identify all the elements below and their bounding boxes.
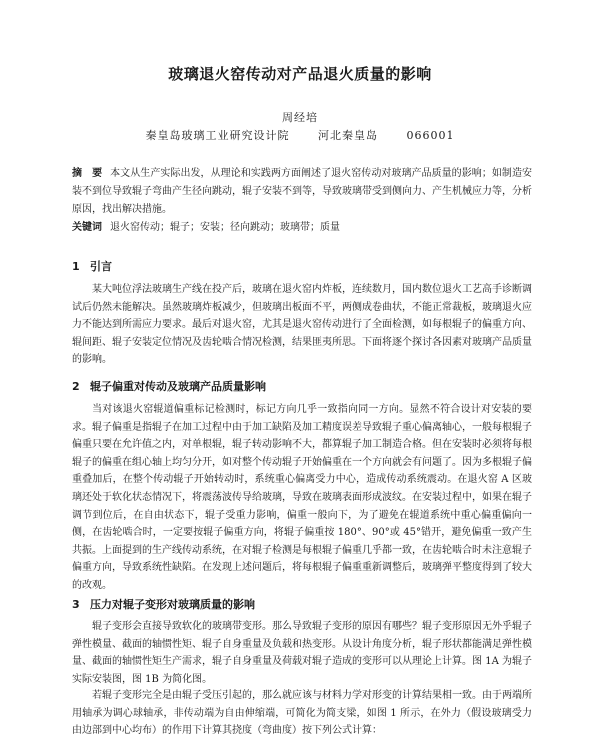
affiliation: 秦皇岛玻璃工业研究设计院: [145, 129, 290, 142]
section-title: 辊子偏重对传动及玻璃产品质量影响: [90, 380, 266, 393]
section-heading: [72, 596, 255, 612]
section-title: 引言: [90, 260, 112, 273]
keywords: [72, 219, 532, 237]
section-number: 1: [72, 260, 80, 273]
body-paragraph: 若辊子变形完全是由辊子受压引起的，那么就应该与材料力学对形变的计算结果相一致。由于两端所用轴承为调心球轴承，非传动端为自由伸缩端，可简化为简支梁，如图 1 所示，在外力（假设玻璃受力由边部到中心均布）的作用下计算其挠度（弯曲度）按下列公式计算：: [72, 690, 532, 737]
author-name: 周经培: [282, 111, 318, 124]
paper-title: 玻璃退火窑传动对产品退火质量的影响: [168, 65, 432, 83]
abstract-text: 本文从生产实际出发，从理论和实践两方面阐述了退火窑传动对玻璃产品质量的影响；如制造安装不到位导致辊子弯曲产生径向跳动，辊子安装不到等，导致玻璃带受到侧向力、产生机械应力等，分析原因，找出解决措施。: [72, 168, 533, 215]
keywords-label: 关键词: [72, 222, 102, 233]
body-paragraph: 某大吨位浮法玻璃生产线在投产后，玻璃在退火窑内炸板，连续数月，国内数位退火工艺高手诊断调试后仍然未能解决。虽然玻璃炸板减少，但玻璃出板面不平，两侧成卷曲状，不能正常裁板，玻璃退火应力不能达到所需应力要求。最后对退火窑，尤其是退火窑传动进行了全面检测，如每根辊子的偏重方向、辊间距、辊子安装定位情况及齿轮啮合情况检测，结果匪夷所思。下面将逐个探讨各因素对玻璃产品质量的影响。: [72, 284, 532, 366]
postcode: 066001: [406, 129, 455, 142]
section-heading: [72, 378, 266, 394]
section-heading: [72, 258, 112, 274]
body-paragraph: 辊子变形会直接导致软化的玻璃带变形。那么导致辊子变形的原因有哪些？辊子变形原因无外乎辊子弹性模量、截面的轴惯性矩、辊子自身重量及负载和热变形。从设计角度分析，辊子形状都能满足弹性模量、截面的轴惯性矩生产需求，辊子自身重量及荷载对辊子造成的变形可以从理论上计算。图 1A 为辊子实际安装图，图 1B 为简化图。: [72, 621, 532, 685]
abstract: [72, 165, 532, 219]
section-title: 压力对辊子变形对玻璃质量的影响: [90, 598, 255, 611]
abstract-label: 摘 要: [72, 168, 103, 179]
section-number: 3: [72, 598, 80, 611]
keywords-text: 退火窑传动；辊子；安装；径向跳动；玻璃带；质量: [110, 222, 340, 233]
location: 河北秦皇岛: [318, 129, 378, 142]
affiliation-line: [0, 127, 600, 143]
section-number: 2: [72, 380, 80, 393]
body-paragraph: 当对该退火窑辊道偏重标记检测时，标记方向几乎一致指向同一方向。显然不符合设计对安装的要求。辊子偏重是指辊子在加工过程中由于加工缺陷及加工精度误差导致辊子重心偏离轴心，一般每根辊子偏重只要在允许值之内，对单根辊，辊子转动影响不大，都算辊子加工制造合格。但在安装时必须将每根辊子的偏重在组心轴上均匀分开，如对整个传动辊子开始偏重在一个方向就会有问题了。因为多根辊子偏重叠加后，在整个传动辊子开始转动时，系统重心偏离受力中心，造成传动系统震动。在退火窑 A 区玻璃还处于软化状态情况下，将震荡波传导给玻璃，导致在玻璃表面形成波纹。在安装过程中，如果在辊子调节到位后，在自由状态下，辊子受重力影响，偏重一般向下，为了避免在辊道系统中重心偏重偏向一侧，在齿轮啮合时，一定要按辊子偏重方向，将辊子偏重按 180°、90°或 45°错开，避免偏重一致产生共振。上面提到的生产线传动系统，在对辊子检测是每根辊子偏重几乎都一致，在齿轮啮合时未注意辊子偏重方向，导致系统性缺陷。在发现上述问题后，将每根辊子偏重重新调整后，玻璃弹平整度得到了较大的改观。: [72, 404, 532, 591]
